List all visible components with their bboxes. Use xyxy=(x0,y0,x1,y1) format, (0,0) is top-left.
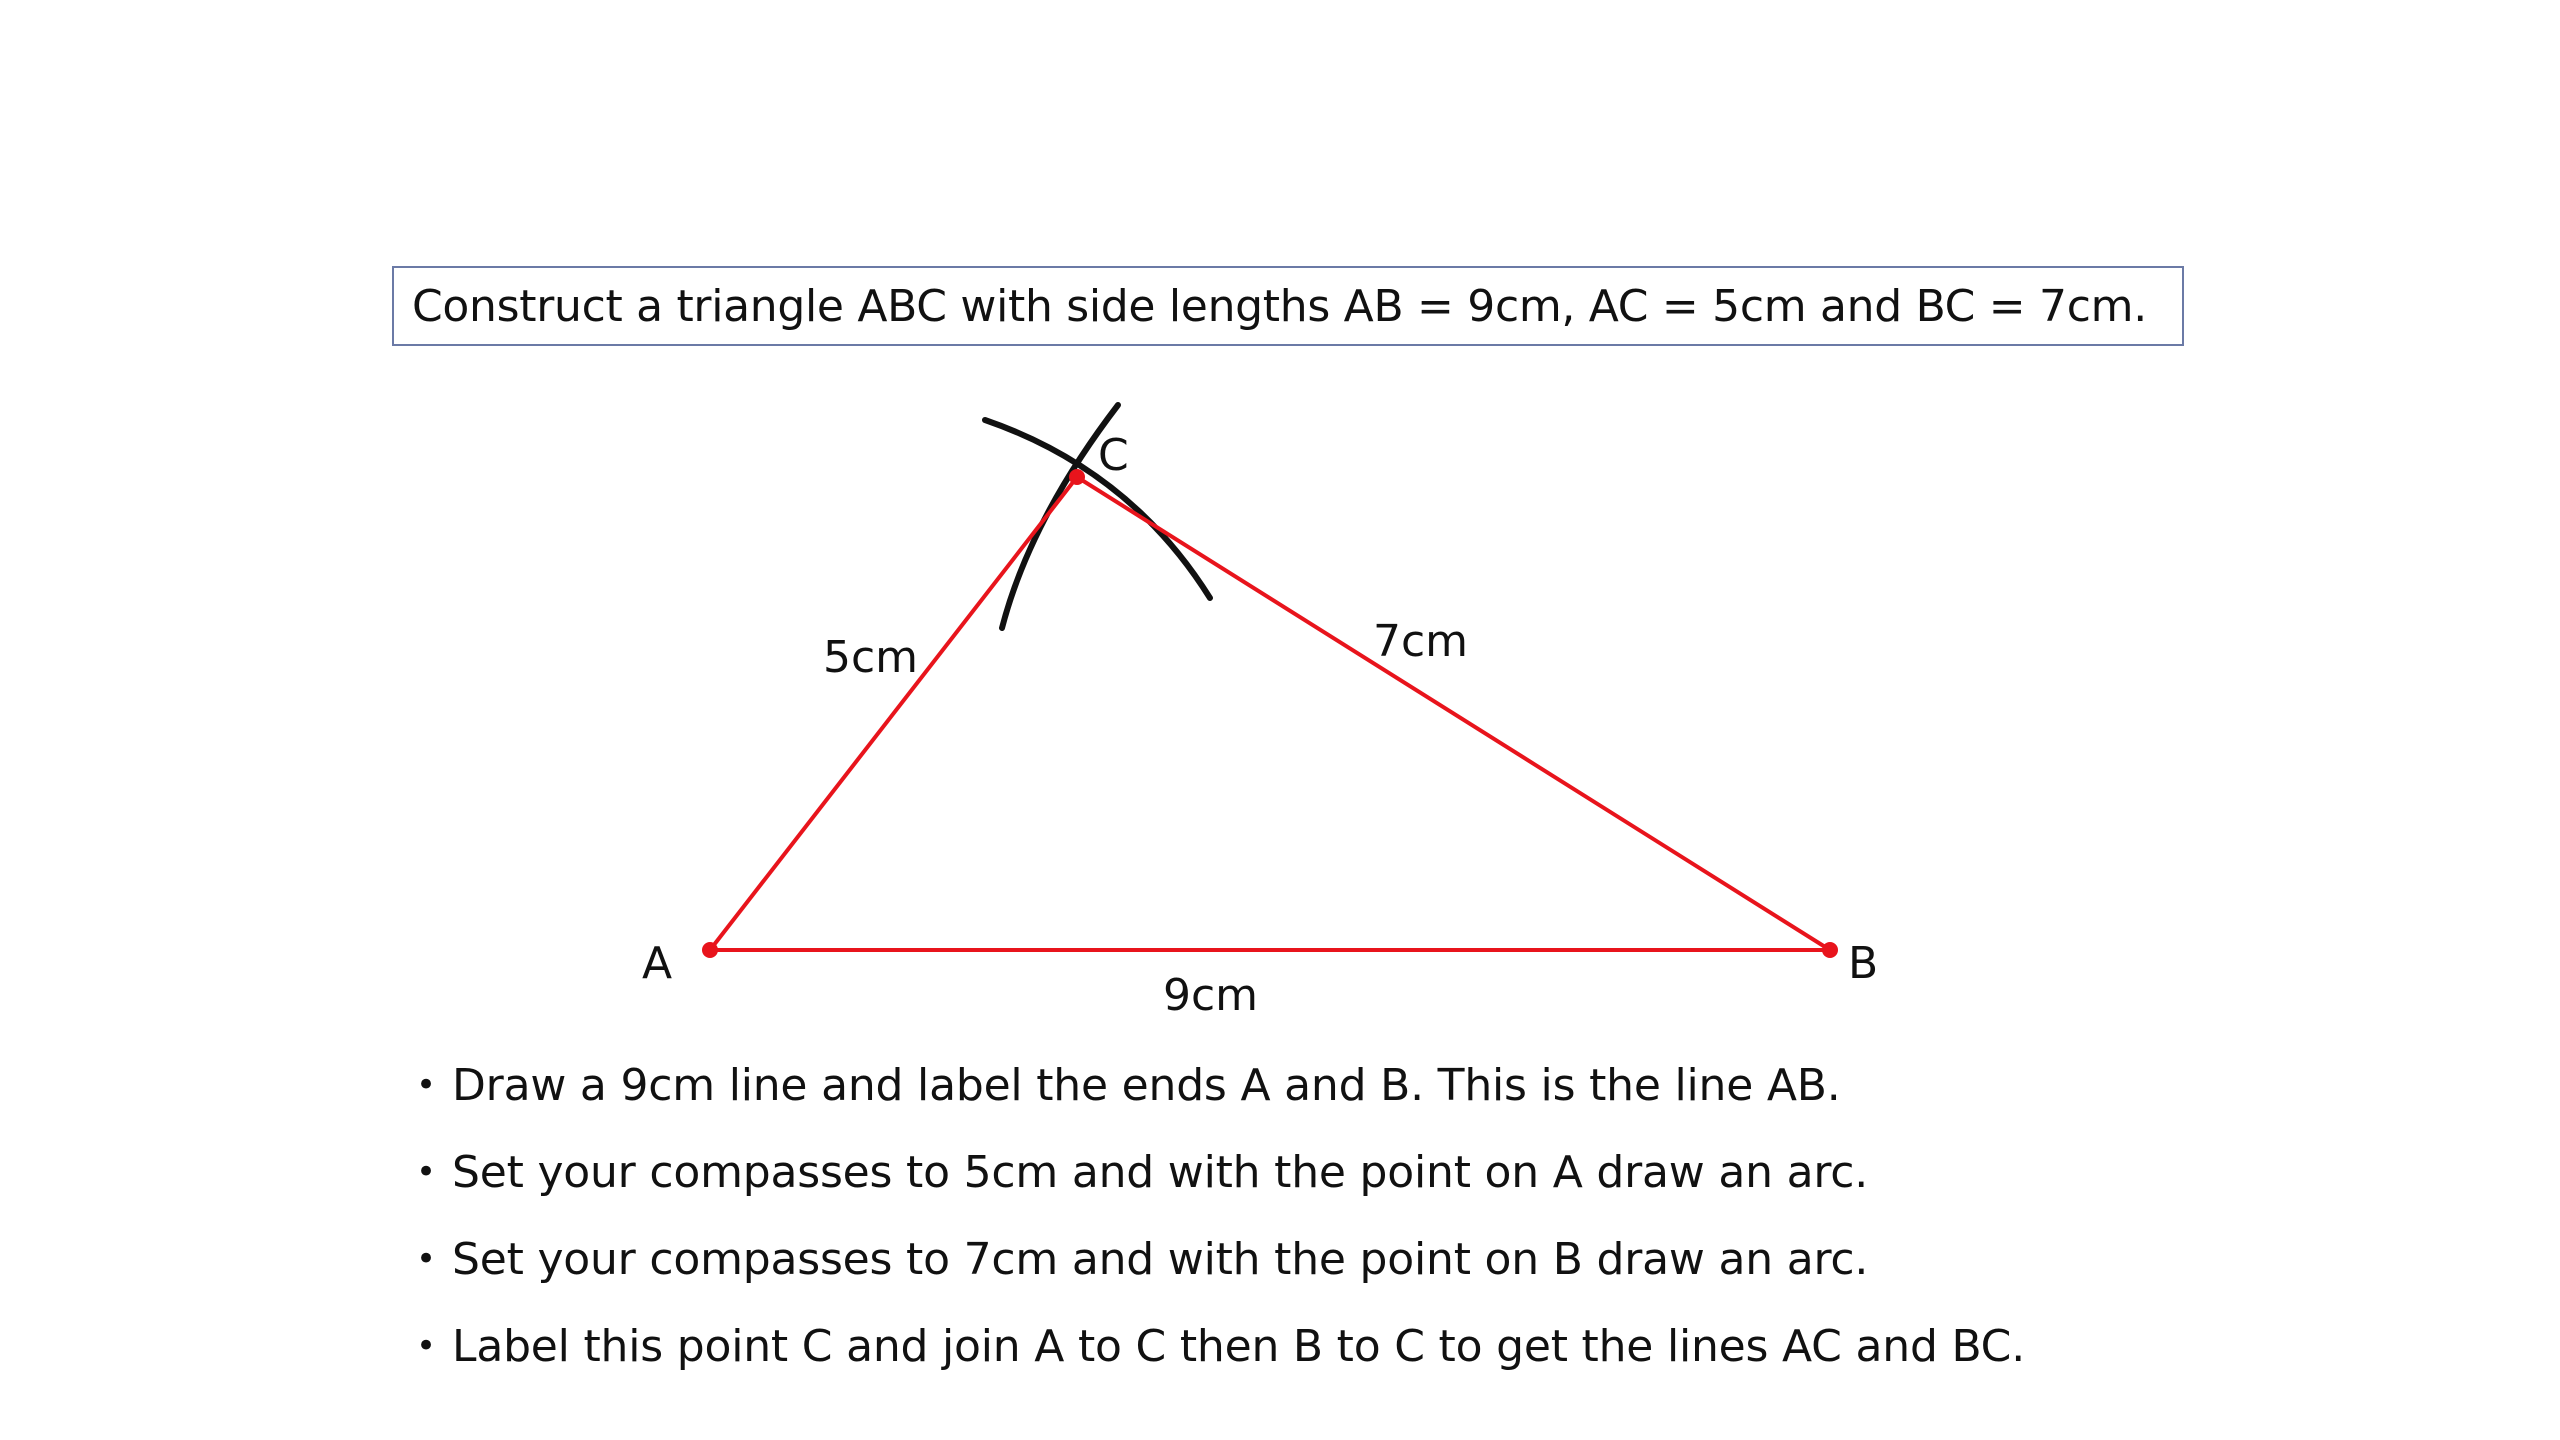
instruction-text: Label this point C and join A to C then B to C to get the lines AC and BC. xyxy=(452,1321,2025,1372)
label-a: A xyxy=(642,938,673,989)
vertex-a xyxy=(702,942,718,958)
vertex-b xyxy=(1822,942,1838,958)
bullet: • xyxy=(416,1239,436,1279)
instruction-text: Draw a 9cm line and label the ends A and B. This is the line AB. xyxy=(452,1060,1841,1111)
instruction-text: Set your compasses to 5cm and with the point on A draw an arc. xyxy=(452,1147,1869,1198)
instruction-list xyxy=(416,1050,2316,1398)
instruction-item xyxy=(416,1050,2316,1137)
bullet: • xyxy=(416,1065,436,1105)
label-ac-length: 5cm xyxy=(823,632,919,683)
bullet: • xyxy=(416,1152,436,1192)
label-ab-length: 9cm xyxy=(1163,970,1259,1021)
label-c: C xyxy=(1098,430,1129,481)
instruction-item xyxy=(416,1311,2316,1398)
side-bc xyxy=(1077,477,1830,950)
task-text: Construct a triangle ABC with side lengths AB = 9cm, AC = 5cm and BC = 7cm. xyxy=(412,280,2147,332)
label-bc-length: 7cm xyxy=(1373,616,1469,667)
instruction-item xyxy=(416,1137,2316,1224)
side-ac xyxy=(710,477,1077,950)
vertex-c xyxy=(1069,469,1085,485)
bullet: • xyxy=(416,1326,436,1366)
instruction-item xyxy=(416,1224,2316,1311)
label-b: B xyxy=(1848,938,1879,989)
instruction-text: Set your compasses to 7cm and with the point on B draw an arc. xyxy=(452,1234,1869,1285)
